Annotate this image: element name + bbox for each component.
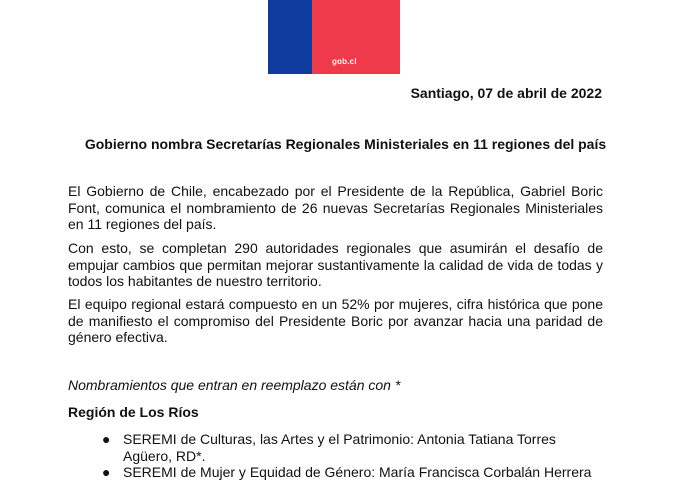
bullet-icon: ● bbox=[102, 431, 111, 447]
paragraph-2: Con esto, se completan 290 autoridades regionales que asumirán el desafío de empujar cambios que permitan mejorar sustantivamente la calidad de vida de todas y todos los habitantes de nuestro territorio. bbox=[68, 240, 603, 289]
bullet-icon: ● bbox=[102, 464, 111, 480]
appointment-text: SEREMI de Mujer y Equidad de Género: María Francisca Corbalán Herrera bbox=[123, 464, 592, 480]
document-title: Gobierno nombra Secretarías Regionales Ministeriales en 11 regiones del país bbox=[84, 136, 607, 152]
gob-cl-logo bbox=[268, 0, 400, 74]
list-item bbox=[0, 431, 593, 464]
region-heading: Región de Los Ríos bbox=[68, 404, 199, 420]
document-date: Santiago, 07 de abril de 2022 bbox=[410, 85, 602, 101]
replacement-note: Nombramientos que entran en reemplazo están con * bbox=[68, 377, 401, 393]
appointments-list bbox=[0, 431, 593, 481]
paragraph-1: El Gobierno de Chile, encabezado por el Presidente de la República, Gabriel Boric Font, comunica el nombramiento de 26 nuevas Secretarías Regionales Ministeriales en 11 regiones del país. bbox=[68, 183, 603, 232]
logo-blue-block bbox=[268, 0, 312, 74]
appointment-text: SEREMI de Culturas, las Artes y el Patrimonio: Antonia Tatiana Torres Agüero, RD*. bbox=[123, 431, 556, 464]
list-item bbox=[0, 464, 593, 481]
paragraph-3: El equipo regional estará compuesto en un 52% por mujeres, cifra histórica que pone de manifiesto el compromiso del Presidente Boric por avanzar hacia una paridad de género efectiva. bbox=[68, 296, 603, 345]
logo-brand-text: gob.cl bbox=[332, 57, 357, 66]
